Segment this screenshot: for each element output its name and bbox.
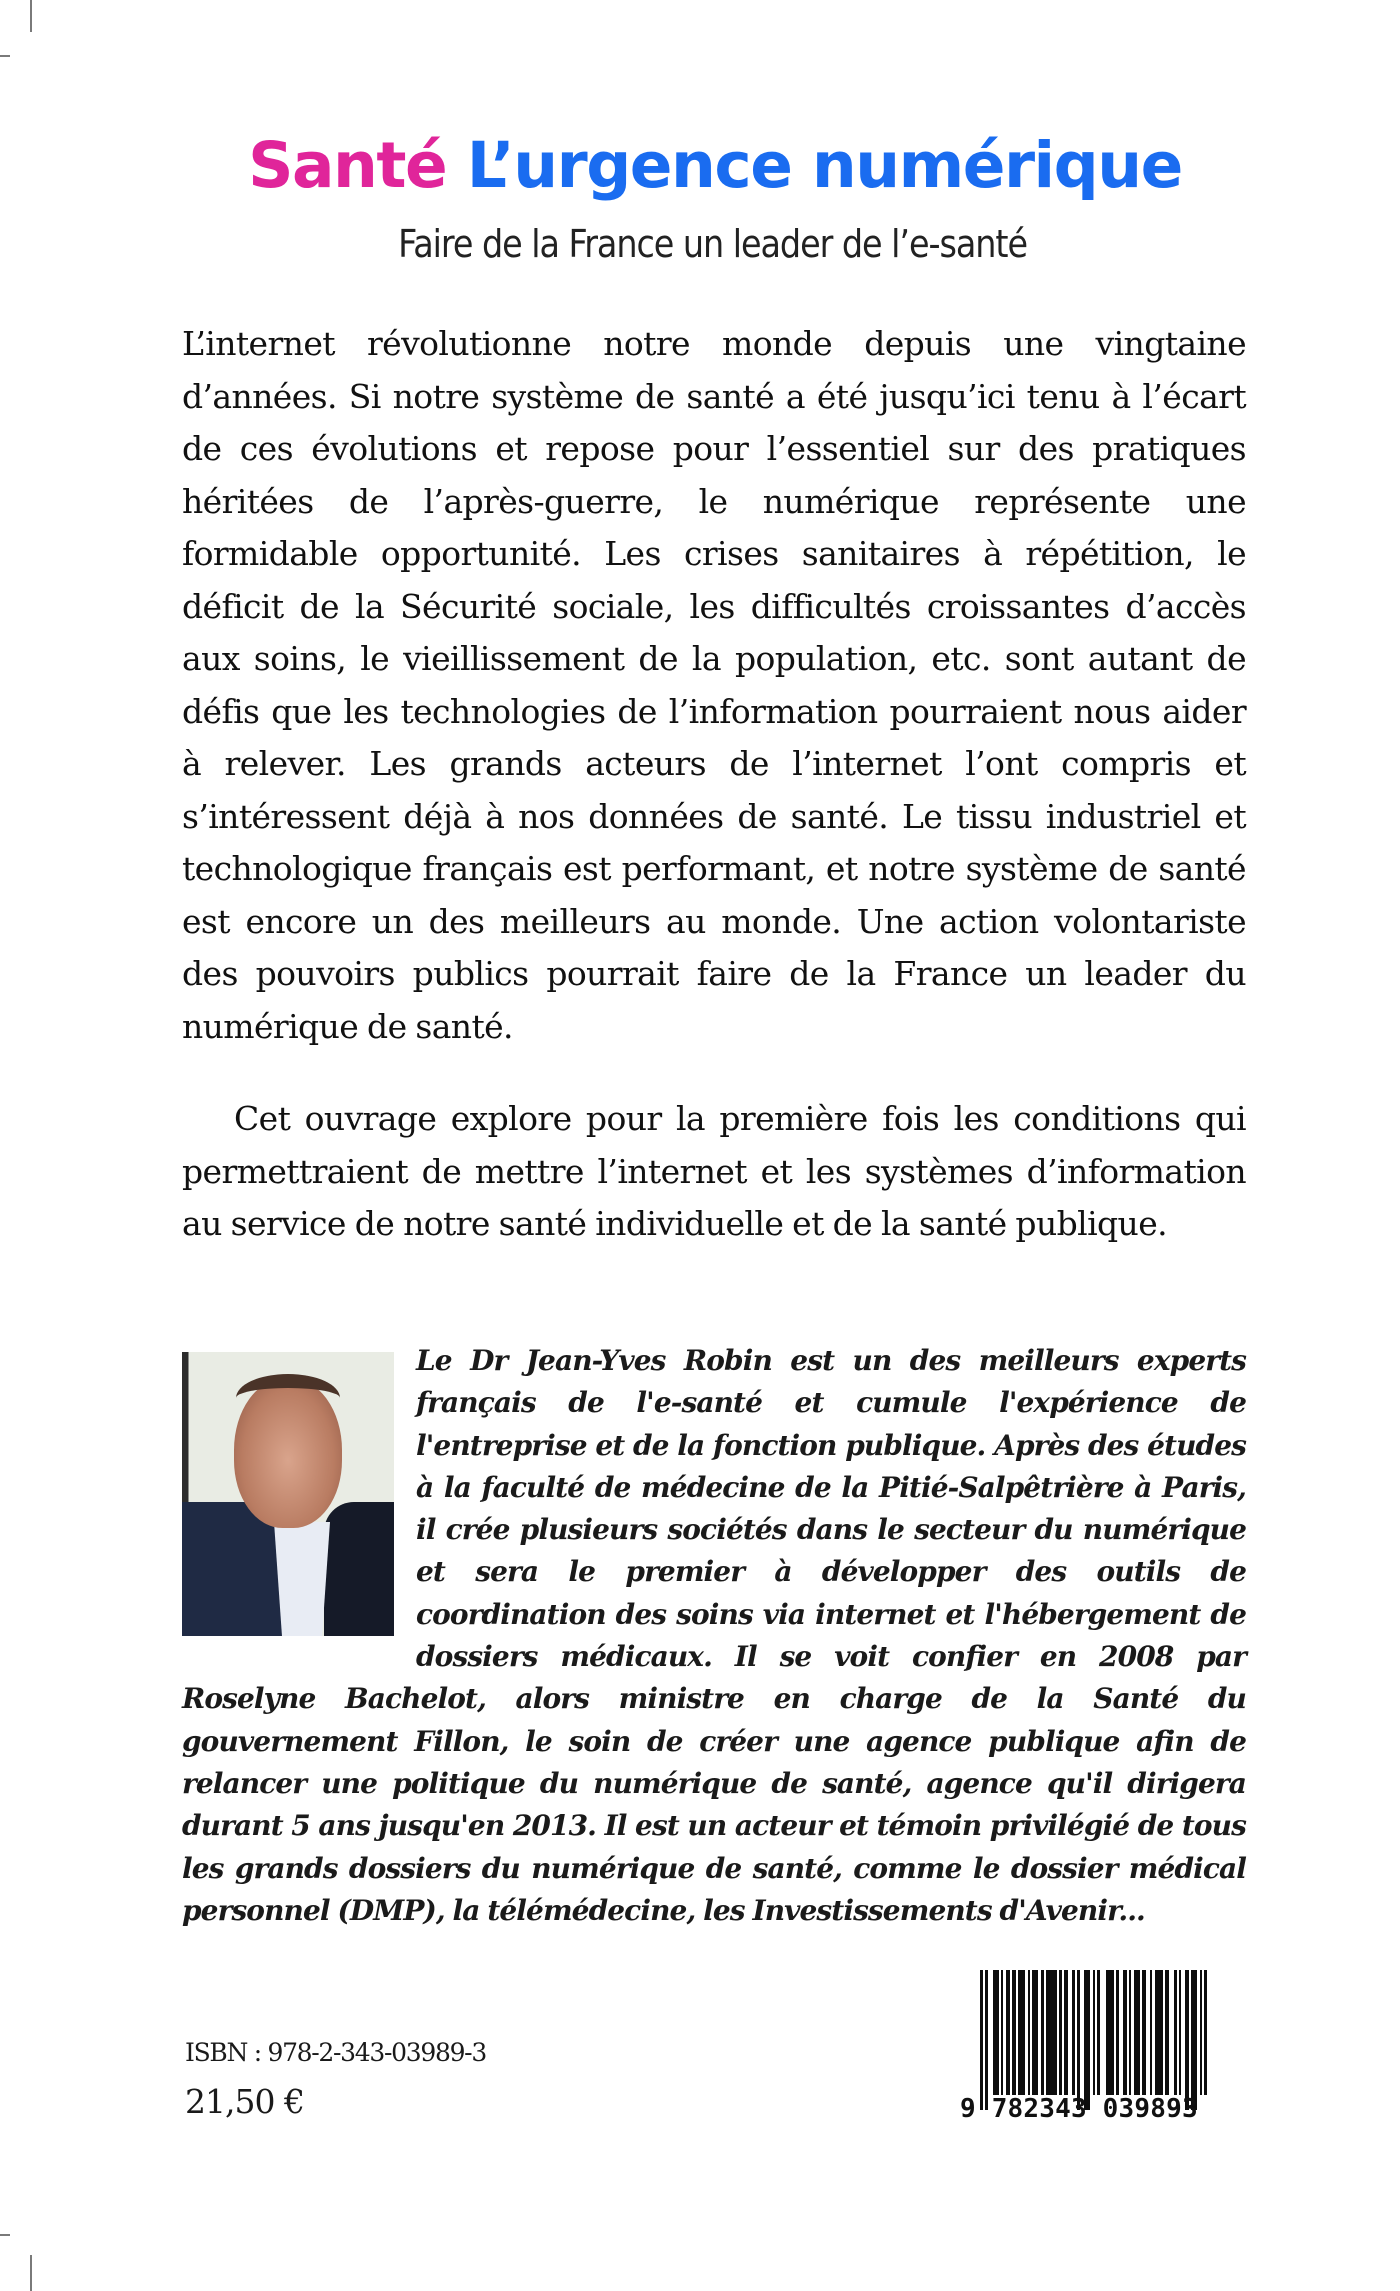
photo-shirt bbox=[274, 1522, 330, 1636]
blurb-paragraph-2: Cet ouvrage explore pour la première fois les conditions qui permettraient de mettre l’internet et les systèmes d’information au service de notre santé individuelle et de la santé publique. bbox=[182, 1099, 1246, 1243]
barcode bbox=[960, 1968, 1255, 2128]
barcode-bar bbox=[1106, 1970, 1114, 2095]
photo-hair bbox=[236, 1374, 340, 1422]
crop-mark-top-left-vertical bbox=[30, 0, 32, 32]
blurb-paragraph-1: L’internet révolutionne notre monde depuis une vingtaine d’années. Si notre système de santé a été jusqu’ici tenu à l’écart de ces évolutions et repose pour l’essentiel sur des pratiques héritées de l’après-guerre, le numérique représente une formidable opportunité. Les crises sanitaires à répétition, le déficit de la Sécurité sociale, les difficultés croissantes d’accès aux soins, le vieillissement de la population, etc. sont autant de défis que les technologies de l’information pourraient nous aider à relever. Les grands acteurs de l’internet l’ont compris et s’intéressent déjà à nos données de santé. Le tissu industriel et technologique français est performant, et notre système de santé est encore un des meilleurs au monde. Une action volontariste des pouvoirs publics pourrait faire de la France un leader du numérique de santé. bbox=[182, 324, 1246, 1046]
crop-mark-bottom-left-horizontal bbox=[0, 2234, 10, 2236]
book-title-part1: Santé bbox=[248, 129, 447, 202]
barcode-digits: 9 782343 039893 bbox=[960, 2094, 1198, 2124]
book-title-part2: L’urgence numérique bbox=[466, 129, 1182, 202]
author-bio-text: Le Dr Jean-Yves Robin est un des meilleurs experts français de l'e-santé et cumule l'expérience de l'entreprise et de la fonction publique. Après des études à la faculté de médecine de la Pitié-Salpêtrière à Paris, il crée plusieurs sociétés dans le secteur du numérique et sera le premier à développer des outils de coordination des soins via internet et l'hébergement de dossiers médicaux. Il se voit confier en 2008 par Roselyne Bachelot, alors ministre en charge de la Santé du gouvernement Fillon, le soin de créer une agence publique afin de relancer une politique du numérique de santé, agence qu'il dirigera durant 5 ans jusqu'en 2013. Il est un acteur et témoin privilégié de tous les grands dossiers du numérique de santé, comme le dossier médical personnel (DMP), la télémédecine, les Investissements d'Avenir... bbox=[182, 1344, 1246, 1927]
crop-mark-bottom-left-vertical bbox=[30, 2255, 32, 2291]
author-bio-section bbox=[182, 1340, 1246, 1932]
price-label: 21,50 € bbox=[185, 2082, 304, 2121]
barcode-bars bbox=[980, 1970, 1250, 2110]
crop-mark-top-left-horizontal bbox=[0, 55, 10, 57]
barcode-bar bbox=[1204, 1970, 1207, 2095]
barcode-bar bbox=[1155, 1970, 1163, 2095]
author-photo bbox=[182, 1352, 394, 1636]
isbn-label: ISBN : 978-2-343-03989-3 bbox=[185, 2038, 486, 2067]
book-title bbox=[0, 128, 1400, 204]
barcode-bar bbox=[1046, 1970, 1057, 2095]
barcode-bar bbox=[1018, 1970, 1025, 2095]
book-subtitle: Faire de la France un leader de l’e-santé bbox=[398, 222, 1027, 266]
photo-jacket-right bbox=[324, 1502, 394, 1636]
